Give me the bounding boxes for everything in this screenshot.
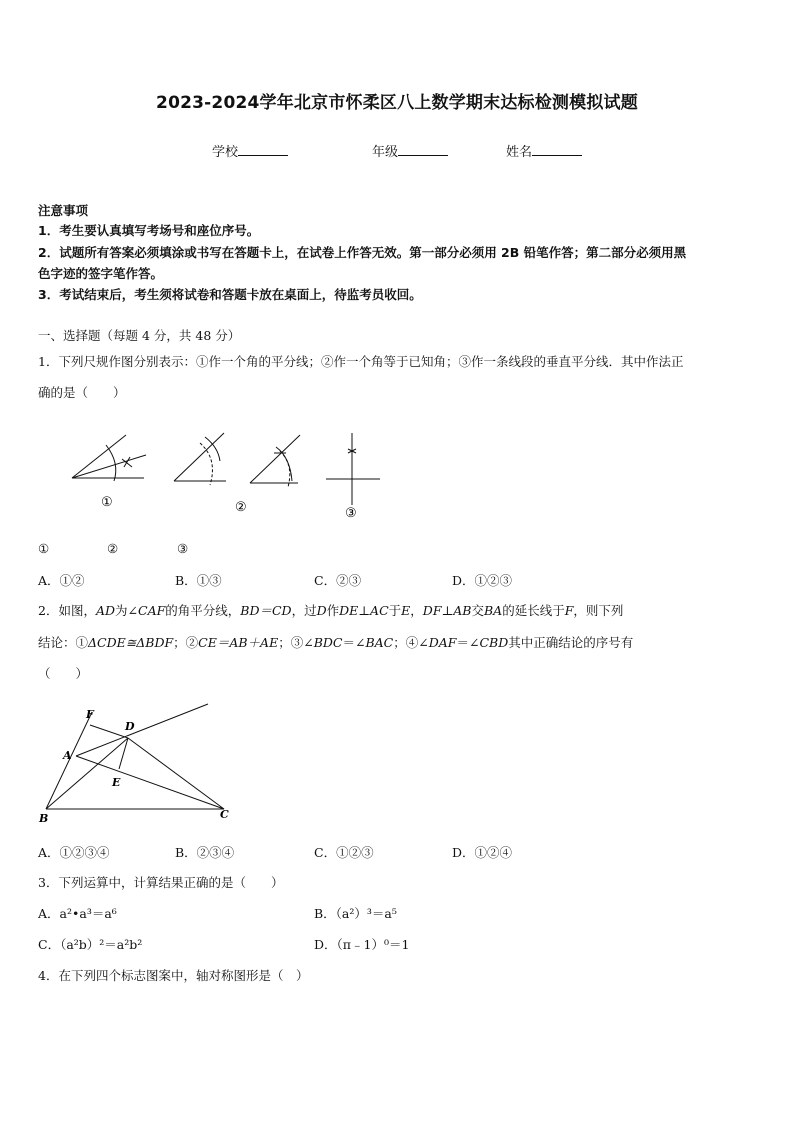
q1-row-label-1: ① <box>38 541 50 556</box>
name-blank <box>532 143 582 156</box>
q1-option-a[interactable]: A．①② <box>38 573 85 588</box>
segment-df <box>90 725 128 738</box>
q2-math: CE＝AB＋AE <box>198 635 279 650</box>
school-field <box>212 141 288 160</box>
q3-option-c[interactable]: C．（a²b）²＝a²b² <box>38 937 143 952</box>
q2-stem-line1 <box>38 601 623 621</box>
page-title: 2023-2024学年北京市怀柔区八上数学期末达标检测模拟试题 <box>156 93 638 113</box>
q1-figure-3 <box>326 433 380 505</box>
point-f-label: F <box>86 708 94 721</box>
notice-item-1: 1．考生要认真填写考场号和座位序号。 <box>38 223 260 238</box>
q1-figures <box>60 425 380 525</box>
q3-option-a[interactable]: A．a²•a³＝a⁶ <box>38 906 117 921</box>
q2-text: ；④∠ <box>393 635 429 650</box>
q2-text: ，则下列 <box>573 603 624 618</box>
q1-option-c[interactable]: C．②③ <box>314 573 362 588</box>
school-blank <box>238 143 288 156</box>
q2-math: BDC <box>313 635 343 650</box>
segment-dc <box>128 738 224 809</box>
point-b-label: B <box>39 812 49 825</box>
q3-stem: 3．下列运算中，计算结果正确的是（ ） <box>38 875 284 890</box>
q2-option-c[interactable]: C．①②③ <box>314 845 374 860</box>
q1-figure-2 <box>174 433 226 485</box>
notice-item-3: 3．考试结束后，考生须将试卷和答题卡放在桌面上，待监考员收回。 <box>38 287 422 302</box>
q2-text: ＝∠ <box>342 635 366 650</box>
q2-math: DF⊥AB <box>422 603 472 618</box>
q2-text: ；③∠ <box>278 635 314 650</box>
q1-option-b[interactable]: B．①③ <box>175 573 222 588</box>
q2-text: 于 <box>388 603 402 618</box>
q2-text: 作 <box>326 603 340 618</box>
q1-fig-label-1: ① <box>101 495 113 510</box>
q1-option-d[interactable]: D．①②③ <box>452 573 513 588</box>
q2-stem-line3: （ ） <box>38 666 89 681</box>
q2-text: 结论：① <box>38 635 89 650</box>
section1-heading: 一、选择题（每题 4 分，共 48 分） <box>38 328 241 343</box>
q2-math: CBD <box>479 635 509 650</box>
q4-stem: 4．在下列四个标志图案中，轴对称图形是（ ） <box>38 968 309 983</box>
q2-option-a[interactable]: A．①②③④ <box>38 845 110 860</box>
point-e-label: E <box>112 776 121 789</box>
q1-fig-label-3: ③ <box>345 506 357 521</box>
q1-figure-2b <box>250 435 300 487</box>
name-label: 姓名 <box>506 145 533 160</box>
school-label: 学校 <box>212 145 239 160</box>
q2-option-d[interactable]: D．①②④ <box>452 845 513 860</box>
q2-math: AD <box>95 603 116 618</box>
grade-blank <box>398 143 448 156</box>
q2-text: 交 <box>471 603 484 618</box>
q2-stem-line2 <box>38 633 633 653</box>
notice-item-2: 2．试题所有答案必须填涂或书写在答题卡上，在试卷上作答无效。第一部分必须用 2B 铅笔作答；第二部分必须用黑 <box>38 245 687 260</box>
grade-label: 年级 <box>372 145 399 160</box>
q2-figure <box>36 696 236 826</box>
q2-math: CAF <box>138 603 166 618</box>
q2-text: ， <box>410 603 423 618</box>
q3-option-d[interactable]: D．（π﹣1）⁰＝1 <box>314 937 410 952</box>
q2-math: D <box>316 603 327 618</box>
q2-text: 2．如图， <box>38 603 96 618</box>
q2-text: 其中正确结论的序号有 <box>508 635 634 650</box>
q2-math: ΔCDE≅ΔBDF <box>88 635 174 650</box>
q3-option-b[interactable]: B．（a²）³＝a⁵ <box>314 906 397 921</box>
notice-item-2-cont: 色字迹的签字笔作答。 <box>38 266 164 281</box>
q2-text: 的角平分线， <box>165 603 241 618</box>
segment-bd <box>46 738 128 809</box>
q2-text: 的延长线于 <box>502 603 565 618</box>
q2-math: DAF <box>428 635 457 650</box>
q1-fig-label-2: ② <box>235 500 247 515</box>
q1-row-label-2: ② <box>107 541 119 556</box>
q2-math: BD＝CD <box>240 603 292 618</box>
q2-math: F <box>564 603 574 618</box>
q2-math: DE⊥AC <box>339 603 389 618</box>
point-d-label: D <box>125 720 135 733</box>
q1-figure-1 <box>72 435 146 481</box>
q2-math: BA <box>483 603 503 618</box>
q2-text: 为∠ <box>115 603 138 618</box>
q2-text: ，过 <box>291 603 317 618</box>
segment-de <box>119 738 128 769</box>
q2-math: E <box>401 603 411 618</box>
notice-heading: 注意事项 <box>38 203 89 218</box>
q1-stem-line1: 1．下列尺规作图分别表示：①作一个角的平分线；②作一个角等于已知角；③作一条线段的垂直平分线．其中作法正 <box>38 354 684 369</box>
grade-field <box>372 141 448 160</box>
q1-stem-line2: 确的是（ ） <box>38 385 126 400</box>
q2-math: BAC <box>365 635 394 650</box>
q2-text: ；② <box>173 635 199 650</box>
point-c-label: C <box>220 808 229 821</box>
q2-text: ＝∠ <box>456 635 480 650</box>
q1-row-label-3: ③ <box>177 541 189 556</box>
name-field <box>506 141 582 160</box>
point-a-label: A <box>63 749 72 762</box>
q2-option-b[interactable]: B．②③④ <box>175 845 235 860</box>
